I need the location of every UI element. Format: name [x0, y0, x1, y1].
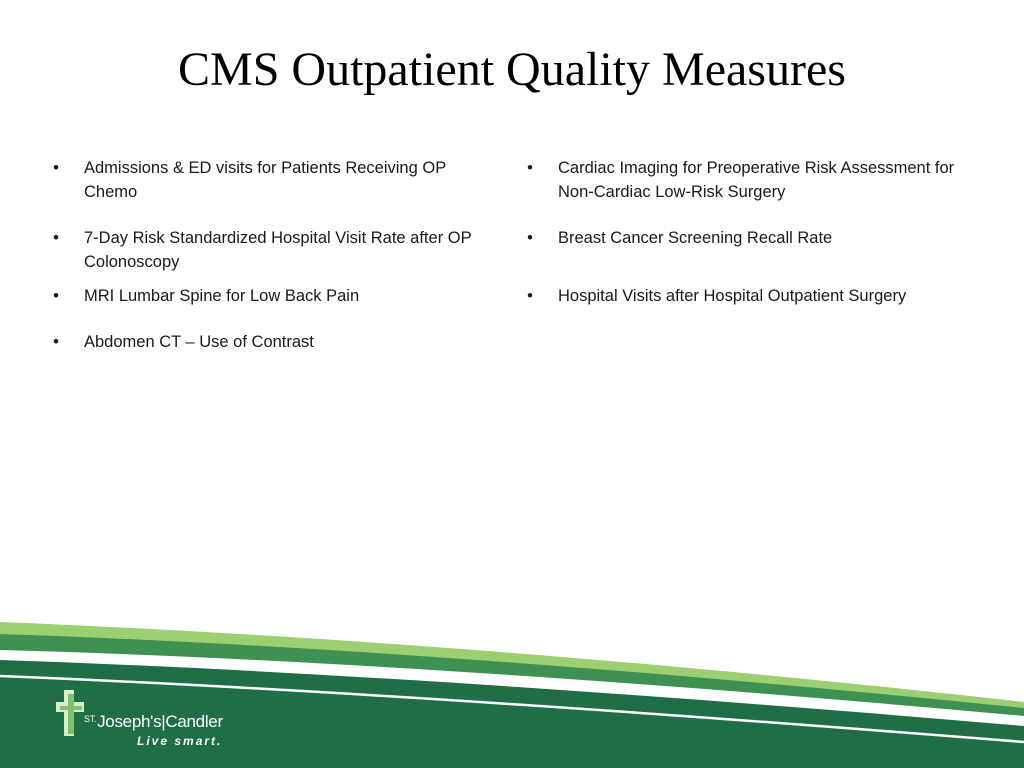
bullet-item [524, 284, 964, 308]
logo [54, 688, 254, 752]
bullet-text: Admissions & ED visits for Patients Receiving OP Chemo [84, 159, 446, 201]
bullet-icon: • [527, 159, 533, 177]
slide-title: CMS Outpatient Quality Measures [178, 43, 846, 96]
bullet-icon: • [53, 159, 59, 177]
bullet-text: Cardiac Imaging for Preoperative Risk Assessment for Non-Cardiac Low-Risk Surgery [558, 159, 955, 201]
bullet-icon: • [53, 287, 59, 305]
right-bullet-column [524, 156, 964, 308]
logo-name: Joseph's|Candler [97, 712, 223, 731]
logo-prefix: ST. [84, 714, 97, 724]
bullet-icon: • [53, 333, 59, 351]
bullet-icon: • [527, 287, 533, 305]
bullet-text: Breast Cancer Screening Recall Rate [558, 229, 833, 247]
bullet-icon: • [527, 229, 533, 247]
bullet-item [50, 330, 490, 354]
logo-wordmark [84, 712, 223, 732]
bullet-text: MRI Lumbar Spine for Low Back Pain [84, 287, 360, 305]
bullet-icon: • [53, 229, 59, 247]
bullet-item [524, 156, 964, 226]
bullet-text: Hospital Visits after Hospital Outpatient Surgery [558, 287, 907, 305]
bullet-item [524, 226, 964, 284]
bullet-text: 7-Day Risk Standardized Hospital Visit Rate after OP Colonoscopy [84, 229, 472, 271]
bullet-item [50, 156, 490, 226]
cross-logo-icon [54, 688, 88, 740]
bullet-item [50, 226, 490, 284]
bullet-text: Abdomen CT – Use of Contrast [84, 333, 314, 351]
left-bullet-column [50, 156, 490, 354]
bullet-item [50, 284, 490, 330]
logo-tagline: Live smart. [137, 734, 223, 748]
